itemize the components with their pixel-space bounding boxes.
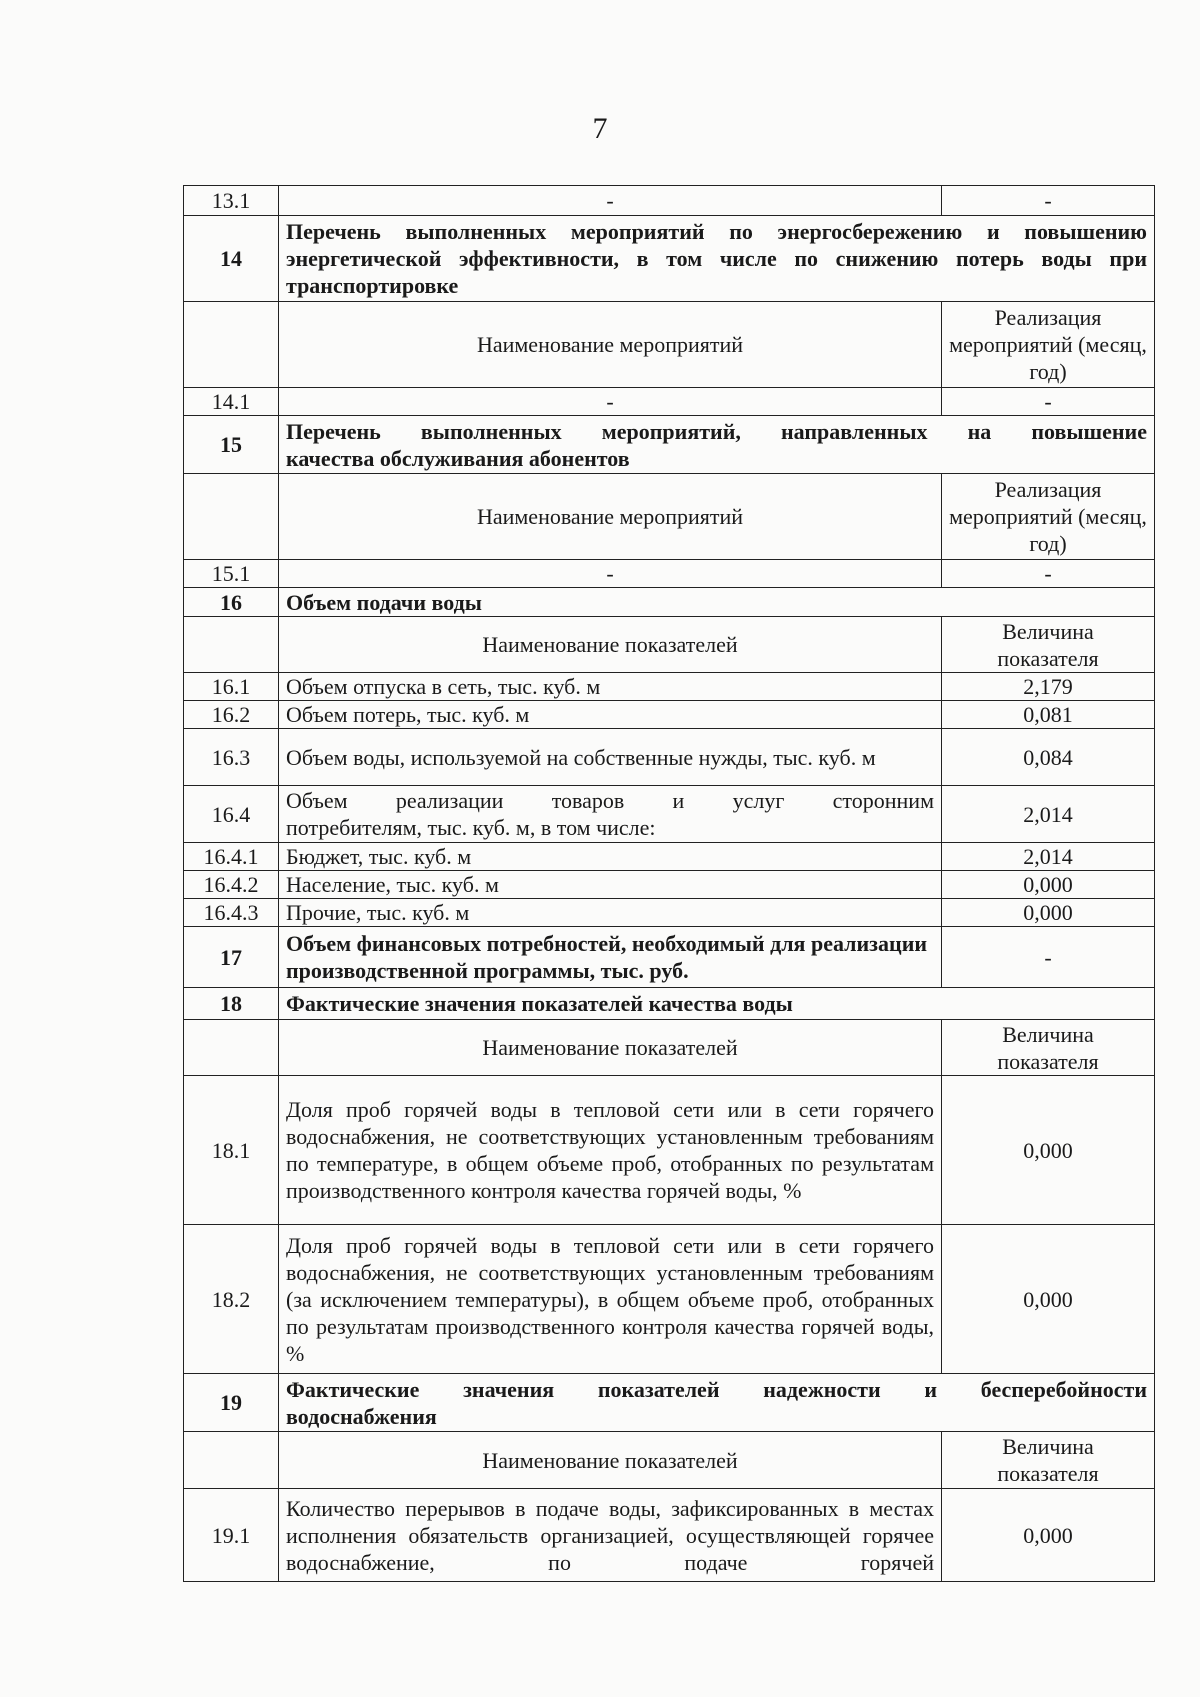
row-value: 0,000	[942, 1225, 1155, 1374]
row-name: -	[279, 388, 942, 416]
section-row	[184, 216, 1155, 302]
header-row	[184, 1020, 1155, 1076]
row-name-line: Объем реализации товаров и услуг сторонним	[286, 788, 934, 813]
section-row	[184, 588, 1155, 617]
row-value: 0,081	[942, 701, 1155, 729]
section-title	[279, 1374, 1155, 1432]
section-title-line: Перечень выполненных мероприятий, направленных на повышение	[286, 418, 1147, 444]
table-row	[184, 701, 1155, 729]
row-number: 16.4.1	[184, 843, 279, 871]
header-value: Реализация мероприятий (месяц, год)	[942, 474, 1155, 560]
header-number-cell	[184, 474, 279, 560]
table-row	[184, 1076, 1155, 1225]
section-number: 18	[184, 988, 279, 1020]
section-row	[184, 988, 1155, 1020]
header-value: Величина показателя	[942, 1020, 1155, 1076]
row-value: 0,000	[942, 1076, 1155, 1225]
row-number: 14.1	[184, 388, 279, 416]
section-title-line: водоснабжения	[286, 1403, 437, 1429]
header-value: Величина показателя	[942, 617, 1155, 673]
section-number: 17	[184, 927, 279, 988]
header-value: Величина показателя	[942, 1432, 1155, 1489]
row-value: 2,179	[942, 673, 1155, 701]
section-title: Объем финансовых потребностей, необходимый для реализации производственной программы, тыс. руб.	[279, 927, 942, 988]
header-name: Наименование показателей	[279, 617, 942, 673]
row-value: -	[942, 186, 1155, 216]
row-value: 0,084	[942, 729, 1155, 786]
section-title: Перечень выполненных мероприятий по энергосбережению и повышению энергетической эффективности, в том числе по снижению потерь воды при транспортировке	[279, 216, 1155, 302]
row-value: 0,000	[942, 1489, 1155, 1582]
row-name-line: потребителям, тыс. куб. м, в том числе:	[286, 815, 656, 840]
row-number: 15.1	[184, 560, 279, 588]
table-row	[184, 1489, 1155, 1582]
section-value: -	[942, 927, 1155, 988]
row-value: 2,014	[942, 843, 1155, 871]
section-title: Объем подачи воды	[279, 588, 1155, 617]
row-name: Объем отпуска в сеть, тыс. куб. м	[279, 673, 942, 701]
header-number-cell	[184, 302, 279, 388]
section-row	[184, 416, 1155, 474]
table-row	[184, 186, 1155, 216]
row-number: 18.2	[184, 1225, 279, 1374]
row-name: -	[279, 186, 942, 216]
row-name: Объем воды, используемой на собственные нужды, тыс. куб. м	[279, 729, 942, 786]
row-number: 16.3	[184, 729, 279, 786]
row-value: -	[942, 560, 1155, 588]
section-number: 19	[184, 1374, 279, 1432]
page-number: 7	[592, 112, 608, 145]
header-name: Наименование мероприятий	[279, 474, 942, 560]
row-value: 0,000	[942, 899, 1155, 927]
header-name: Наименование показателей	[279, 1020, 942, 1076]
table-row	[184, 871, 1155, 899]
row-name: Прочие, тыс. куб. м	[279, 899, 942, 927]
row-number: 16.4.2	[184, 871, 279, 899]
header-row	[184, 474, 1155, 560]
table-row	[184, 786, 1155, 843]
row-name: Доля проб горячей воды в тепловой сети или в сети горячего водоснабжения, не соответствующих установленным требованиям по температуре, в общем объеме проб, отобранных по результатам производственного контроля качества горячей воды, %	[279, 1076, 942, 1225]
header-number-cell	[184, 617, 279, 673]
row-name: Объем потерь, тыс. куб. м	[279, 701, 942, 729]
row-name: Доля проб горячей воды в тепловой сети или в сети горячего водоснабжения, не соответствующих установленным требованиям (за исключением температуры), в общем объеме проб, отобранных по результатам производственного контроля качества горячей воды, %	[279, 1225, 942, 1374]
row-name: Количество перерывов в подаче воды, зафиксированных в местах исполнения обязательств организацией, осуществляющей горячее водоснабжение, по подаче горячей	[279, 1489, 942, 1582]
row-number: 16.2	[184, 701, 279, 729]
row-number: 18.1	[184, 1076, 279, 1225]
section-title	[279, 416, 1155, 474]
row-name: Бюджет, тыс. куб. м	[279, 843, 942, 871]
header-number-cell	[184, 1020, 279, 1076]
section-row	[184, 927, 1155, 988]
table-row	[184, 843, 1155, 871]
row-number: 16.1	[184, 673, 279, 701]
table-row	[184, 673, 1155, 701]
row-value: 0,000	[942, 871, 1155, 899]
table-row	[184, 729, 1155, 786]
header-value: Реализация мероприятий (месяц, год)	[942, 302, 1155, 388]
row-value: 2,014	[942, 786, 1155, 843]
header-name: Наименование мероприятий	[279, 302, 942, 388]
table-row	[184, 388, 1155, 416]
header-row	[184, 1432, 1155, 1489]
section-number: 14	[184, 216, 279, 302]
row-name: -	[279, 560, 942, 588]
header-name: Наименование показателей	[279, 1432, 942, 1489]
row-number: 13.1	[184, 186, 279, 216]
row-number: 16.4	[184, 786, 279, 843]
section-number: 15	[184, 416, 279, 474]
row-number: 16.4.3	[184, 899, 279, 927]
section-title-line: Фактические значения показателей надежности и бесперебойности	[286, 1376, 1147, 1402]
table-row	[184, 1225, 1155, 1374]
section-title-line: качества обслуживания абонентов	[286, 445, 630, 471]
header-row	[184, 617, 1155, 673]
report-table	[183, 185, 1155, 1582]
section-number: 16	[184, 588, 279, 617]
section-title: Фактические значения показателей качества воды	[279, 988, 1155, 1020]
table-row	[184, 560, 1155, 588]
section-row	[184, 1374, 1155, 1432]
row-name: Население, тыс. куб. м	[279, 871, 942, 899]
row-value: -	[942, 388, 1155, 416]
row-name	[279, 786, 942, 843]
header-row	[184, 302, 1155, 388]
table-row	[184, 899, 1155, 927]
row-number: 19.1	[184, 1489, 279, 1582]
header-number-cell	[184, 1432, 279, 1489]
